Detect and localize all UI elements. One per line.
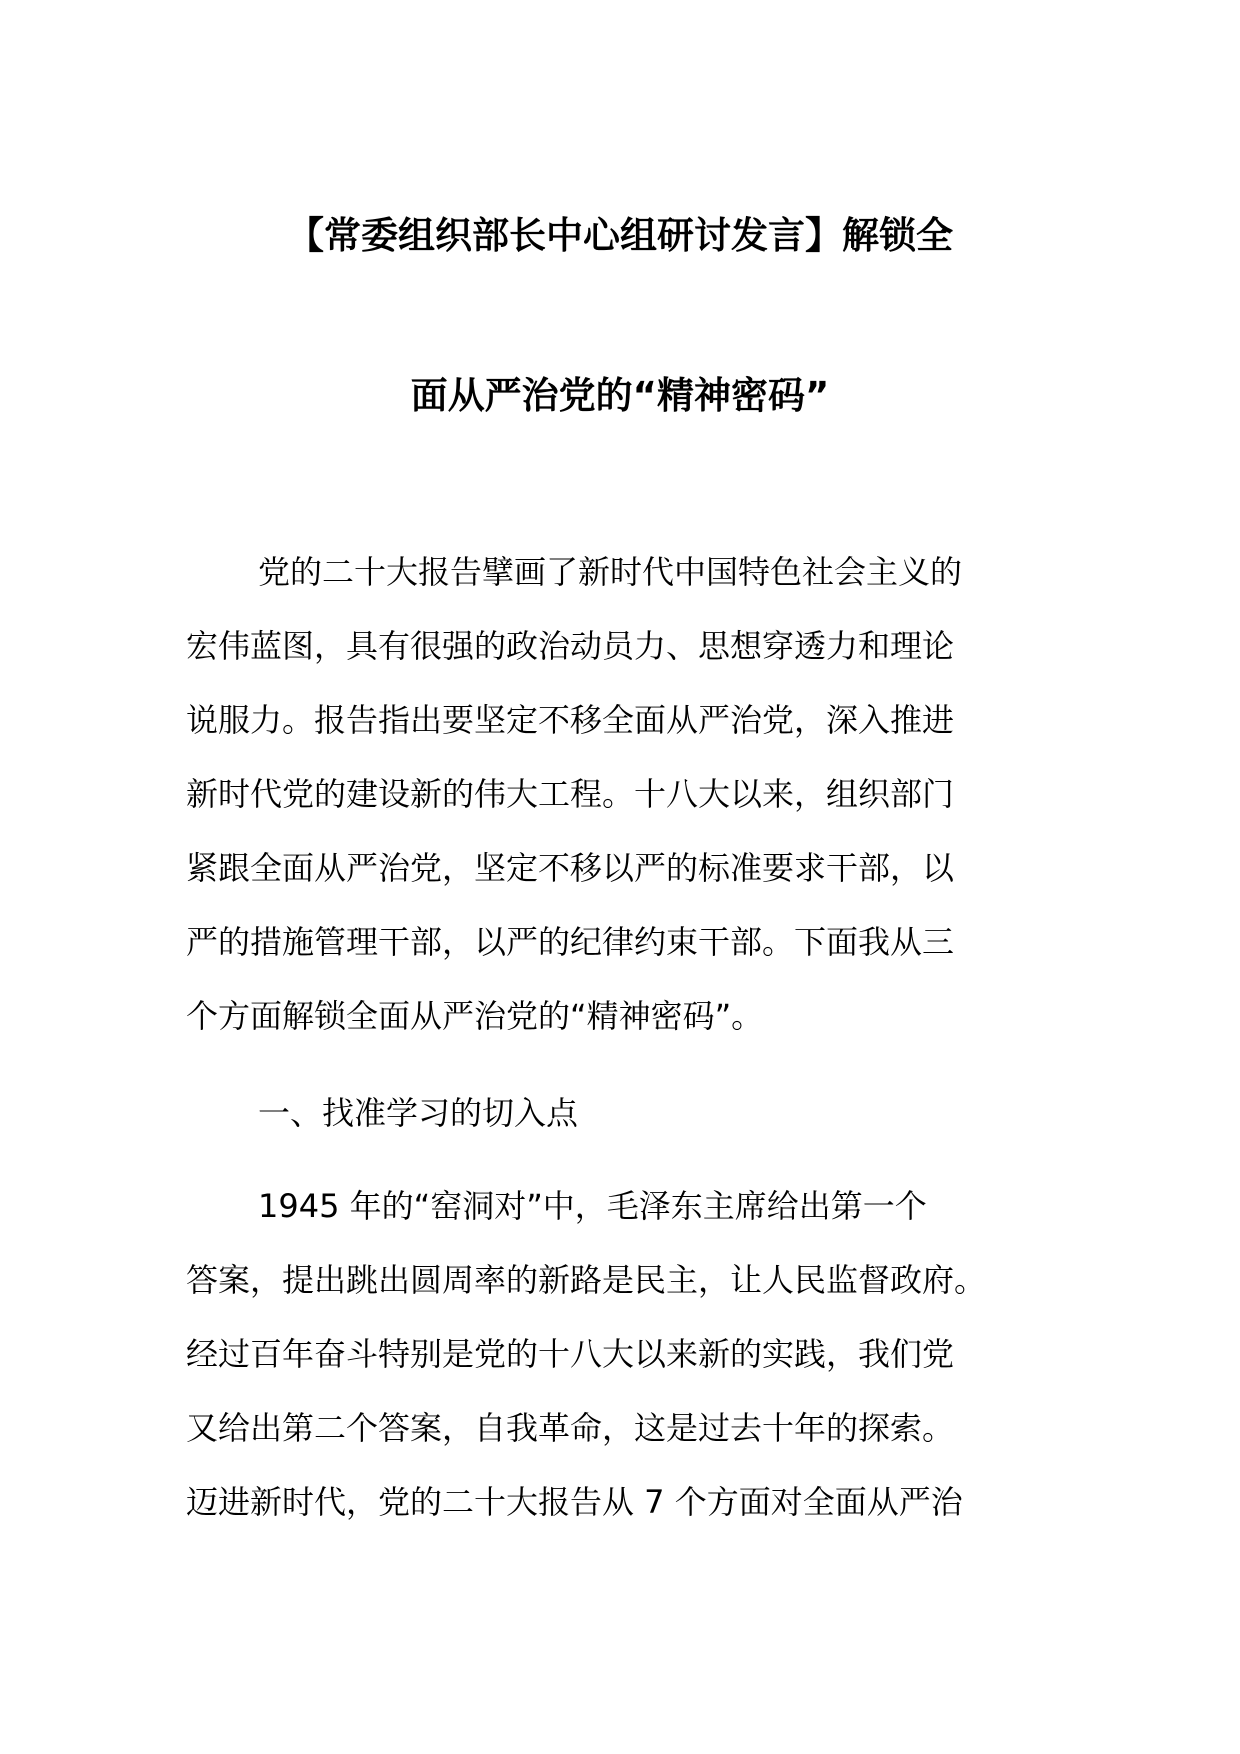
paragraph-3-line-3: 经过百年奋斗特别是党的十八大以来新的实践，我们党 (186, 1335, 955, 1373)
paragraph-3-line-1: 1945 年的“窑洞对”中，毛泽东主席给出第一个 (258, 1187, 927, 1225)
paragraph-1-line-7: 个方面解锁全面从严治党的“精神密码”。 (186, 997, 764, 1035)
document-title-line-1: 【常委组织部长中心组研讨发言】解锁全 (287, 214, 953, 257)
paragraph-1-line-6: 严的措施管理干部，以严的纪律约束干部。下面我从三 (186, 923, 955, 961)
paragraph-1-line-4: 新时代党的建设新的伟大工程。十八大以来，组织部门 (186, 775, 955, 813)
paragraph-1-line-2: 宏伟蓝图，具有很强的政治动员力、思想穿透力和理论 (186, 627, 955, 665)
paragraph-3-line-2: 答案，提出跳出圆周率的新路是民主，让人民监督政府。 (186, 1261, 987, 1299)
section-heading-1: 一、找准学习的切入点 (258, 1094, 579, 1132)
paragraph-1-line-1: 党的二十大报告擘画了新时代中国特色社会主义的 (258, 553, 963, 591)
document-title-line-2: 面从严治党的“精神密码” (410, 374, 830, 417)
paragraph-3-line-4: 又给出第二个答案，自我革命，这是过去十年的探索。 (186, 1409, 955, 1447)
paragraph-1-line-5: 紧跟全面从严治党，坚定不移以严的标准要求干部，以 (186, 849, 955, 887)
paragraph-3-line-5: 迈进新时代，党的二十大报告从 7 个方面对全面从严治 (186, 1483, 963, 1521)
paragraph-1-line-3: 说服力。报告指出要坚定不移全面从严治党，深入推进 (186, 701, 955, 739)
